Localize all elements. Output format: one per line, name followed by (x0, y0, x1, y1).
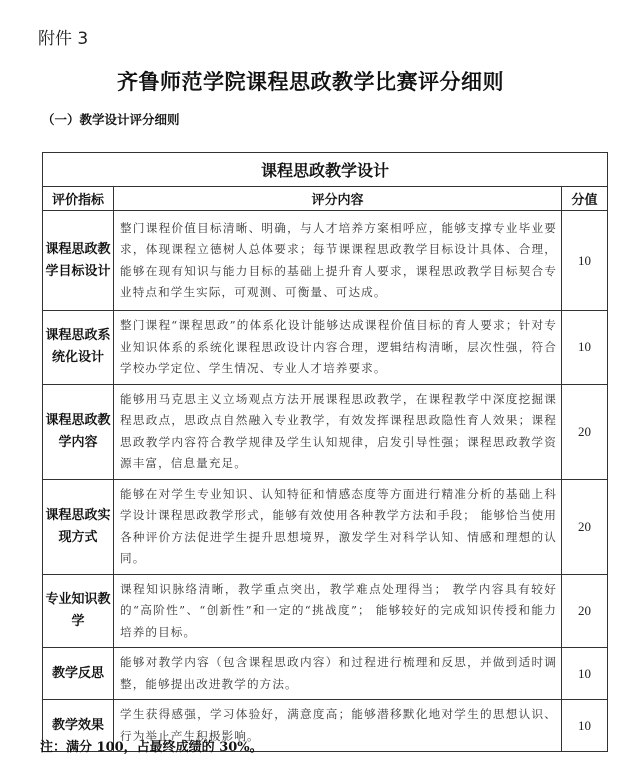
row-score: 10 (562, 311, 608, 385)
table-row (43, 479, 608, 574)
row-content: 课程知识脉络清晰，教学重点突出，教学难点处理得当； 教学内容具有较好的“高阶性”、“创新性”和一定的“挑战度”； 能够较好的完成知识传授和能力培养的目标。 (114, 574, 562, 648)
table-caption: 课程思政教学设计 (43, 153, 608, 187)
row-content: 能够对教学内容（包含课程思政内容）和过程进行梳理和反思，并做到适时调整，能够提出改进教学的方法。 (114, 648, 562, 700)
table-row (43, 648, 608, 700)
column-header-indicator: 评价指标 (43, 187, 114, 211)
row-score: 10 (562, 211, 608, 311)
row-indicator: 课程思政系统化设计 (43, 311, 114, 385)
table-row (43, 311, 608, 385)
scoring-table (42, 152, 608, 752)
row-content: 学生获得感强，学习体验好，满意度高；能够潜移默化地对学生的思想认识、行为举止产生积极影响。 (114, 700, 562, 752)
row-content: 整门课程价值目标清晰、明确，与人才培养方案相呼应，能够支撑专业毕业要求，体现课程立德树人总体要求；每节课课程思政教学目标设计具体、合理，能够在现有知识与能力目标的基础上提升育人要求，课程思政教学目标契合专业特点和学生实际，可观测、可衡量、可达成。 (114, 211, 562, 311)
row-score: 10 (562, 700, 608, 752)
table-row (43, 574, 608, 648)
section-heading: （一）教学设计评分细则 (42, 112, 180, 127)
row-indicator: 教学反思 (43, 648, 114, 700)
row-indicator: 课程思政教学目标设计 (43, 211, 114, 311)
row-content: 能够用马克思主义立场观点方法开展课程思政教学，在课程教学中深度挖掘课程思政点，思政点自然融入专业教学，有效发挥课程思政隐性育人效果；课程思政教学内容符合教学规律及学生认知规律，启发引导性强；课程思政教学资源丰富，信息量充足。 (114, 384, 562, 479)
annex-label: 附件 3 (38, 29, 89, 49)
row-content: 整门课程“课程思政”的体系化设计能够达成课程价值目标的育人要求；针对专业知识体系的系统化课程思政设计内容合理，逻辑结构清晰，层次性强，符合学校办学定位、学生情况、专业人才培养要求。 (114, 311, 562, 385)
column-header-score: 分值 (562, 187, 608, 211)
row-score: 20 (562, 384, 608, 479)
table-header-row (43, 187, 608, 211)
row-indicator: 课程思政教学内容 (43, 384, 114, 479)
table-row (43, 211, 608, 311)
row-score: 20 (562, 479, 608, 574)
footnote: 注：满分 100，占最终成绩的 30%。 (40, 740, 263, 755)
row-score: 10 (562, 648, 608, 700)
row-indicator: 教学效果 (43, 700, 114, 752)
table-caption-row (43, 153, 608, 187)
table-row (43, 384, 608, 479)
row-indicator: 课程思政实现方式 (43, 479, 114, 574)
row-content: 能够在对学生专业知识、认知特征和情感态度等方面进行精准分析的基础上科学设计课程思政教学形式，能够有效使用各种教学方法和手段； 能够恰当使用各种评价方法促进学生提升思想境界，激发学生对科学认知、情感和理想的认同。 (114, 479, 562, 574)
document-title: 齐鲁师范学院课程思政教学比赛评分细则 (117, 70, 504, 94)
row-score: 20 (562, 574, 608, 648)
column-header-content: 评分内容 (114, 187, 562, 211)
row-indicator: 专业知识教学 (43, 574, 114, 648)
